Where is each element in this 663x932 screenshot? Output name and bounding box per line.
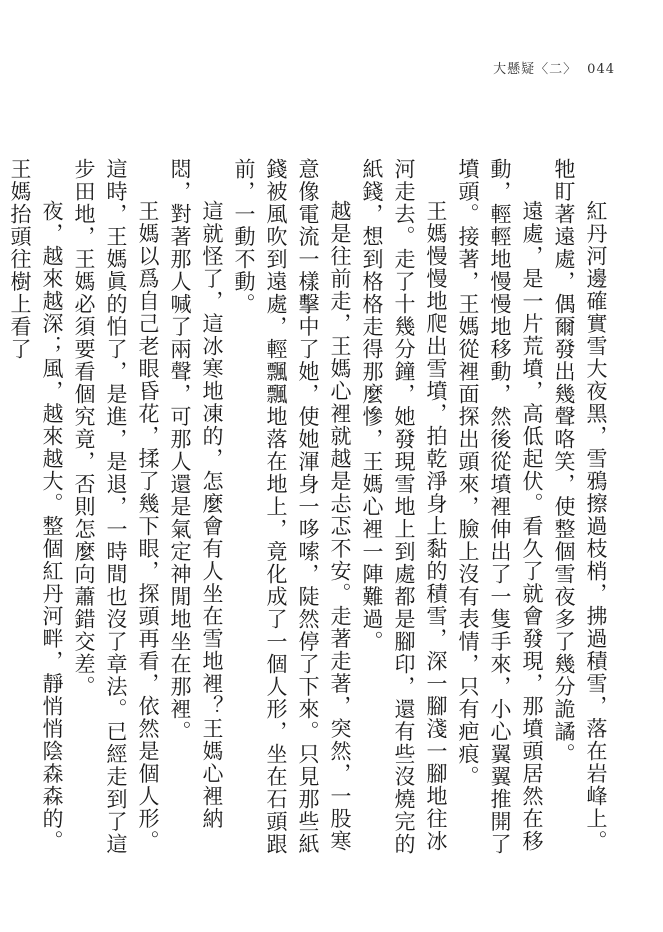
paragraph: 這就怪了，這冰寒地凍的，怎麼會有人坐在雪地裡？王媽心裡納悶，對著那人喊了兩聲，可那人還是氣定神閒地坐在那裡。 — [168, 158, 224, 830]
paragraph: 王媽慢慢地爬出雪墳，拍乾淨身上黏的積雪，深一腳淺一腳地往冰河走去。走了十幾分鐘，她發現雪地上到處都是腳印，還有些沒燒完的紙錢，想到格格走得那麼慘，王媽心裡一陣難過。 — [360, 158, 448, 856]
book-title: 大懸疑〈二〉 — [493, 62, 578, 77]
paragraph: 紅丹河邊確實雪大夜黑，雪鴉擦過枝梢，拂過積雪，落在岩峰上。牠盯著遠處，偶爾發出幾聲咯笑，使整個雪夜多了幾分詭譎。 — [552, 158, 608, 853]
paragraph: 王媽以爲自己老眼昏花，揉了幾下眼，探頭再看，依然是個人形。這時，王媽眞的怕了，是進，是退，一時間也沒了章法。已經走到了這步田地，王媽必須要看個究竟，否則怎麼向蕭錯交差。 — [72, 158, 160, 856]
paragraph: 遠處，是一片荒墳，高低起伏。看久了就會發現，那墳頭居然在移動，輕輕地慢慢地移動，然後從墳裡伸出了一隻手來，小心翼翼推開了墳頭。接著，王媽從裡面探出頭來，臉上沒有表情，只有疤痕。 — [456, 158, 544, 856]
running-header — [493, 58, 615, 77]
vertical-text-body — [8, 158, 612, 858]
page-number: 044 — [587, 62, 615, 77]
paragraph: 越是往前走，王媽心裡就越是忐忑不安。走著走著，突然，一股寒意像電流一樣擊中了她，使她渾身一哆嗦，陡然停了下來。只見那些紙錢被風吹到遠處，輕飄飄地落在地上，竟化成了一個人形，坐在石頭跟前，一動不動。 — [232, 158, 352, 856]
paragraph: 夜，越來越深；風，越來越大。整個紅丹河畔，靜悄悄陰森森的。王媽抬頭往樹上看了 — [8, 158, 64, 853]
